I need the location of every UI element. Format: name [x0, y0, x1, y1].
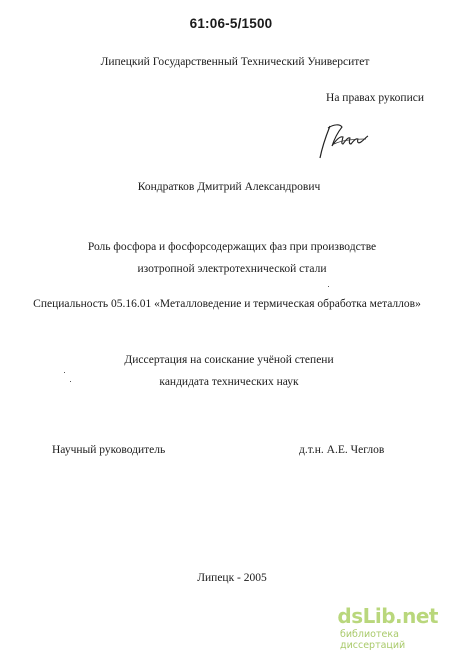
catalog-number: 61:06-5/1500: [189, 16, 273, 31]
degree-line: кандидата технических наук: [159, 376, 299, 388]
manuscript-rights-label: На правах рукописи: [326, 92, 424, 104]
degree-line: Диссертация на соискание учёной степени: [124, 354, 334, 366]
scan-speck: [70, 381, 71, 382]
university-name: Липецкий Государственный Технический Университет: [100, 56, 370, 68]
title-line: изотропной электротехнической стали: [137, 263, 327, 275]
dissertation-title: [0, 236, 450, 280]
scan-speck: [64, 372, 65, 373]
author-name: Кондратков Дмитрий Александрович: [137, 181, 321, 193]
watermark-logo: dsLib.net: [337, 604, 438, 628]
title-line: Роль фосфора и фосфорсодержащих фаз при производстве: [87, 241, 377, 253]
specialty-line: Специальность 05.16.01 «Металловедение и термическая обработка металлов»: [33, 298, 421, 310]
supervisor-label: Научный руководитель: [52, 444, 166, 456]
supervisor-name: д.т.н. А.Е. Чеглов: [299, 444, 385, 456]
scan-speck: [328, 286, 329, 287]
degree-statement: [0, 349, 450, 393]
watermark: [337, 604, 448, 651]
watermark-subtitle: библиотека диссертаций: [340, 629, 406, 651]
place-and-year: Липецк - 2005: [197, 572, 267, 584]
handwritten-signature-icon: [316, 118, 372, 162]
